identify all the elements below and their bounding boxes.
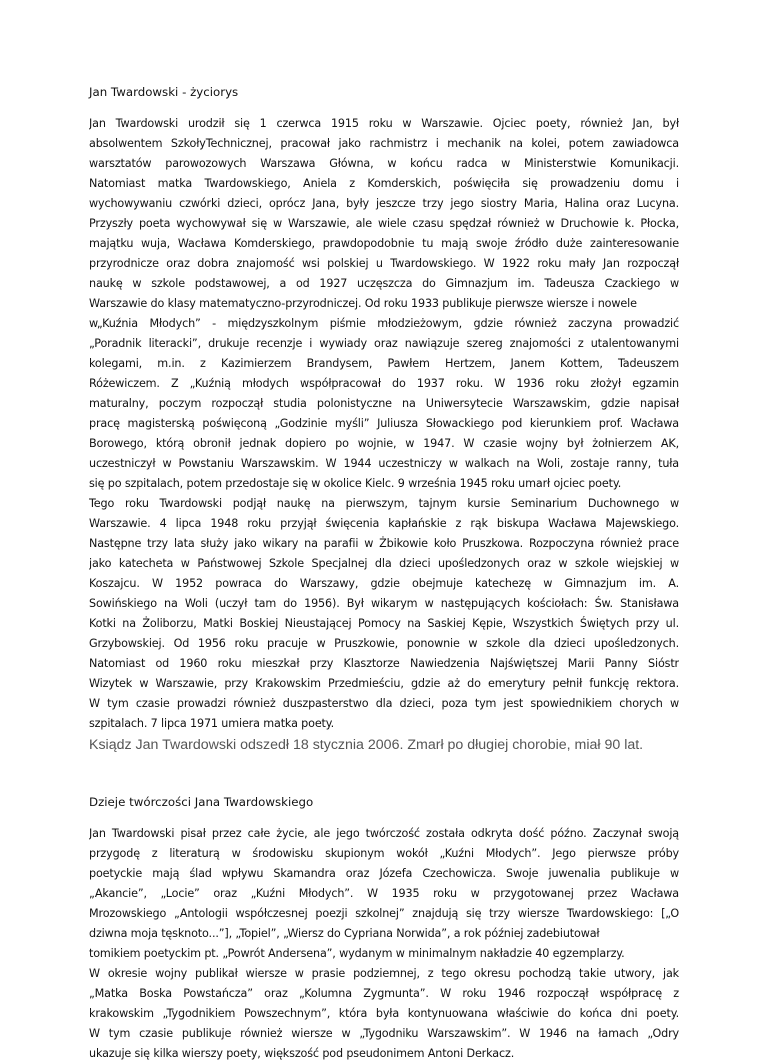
text-line: „Poradnik literacki”, drukuje recenzje i wywiady oraz nawiązuje szereg znajomości z utalentowanymi xyxy=(89,337,679,350)
text-line: Grzybowskiej. Od 1956 roku pracuje w Pruszkowie, ponownie w szkole dla dzieci upośledzonych. xyxy=(89,637,679,650)
text-line: warsztatów parowozowych Warszawa Główna, w końcu radca w Ministerstwie Komunikacji. xyxy=(89,157,679,170)
text-line: tomikiem poetyckim pt. „Powrót Andersena”, wydanym w minimalnym nakładzie 40 egzemplarzy. xyxy=(89,947,625,960)
text-line: Tego roku Twardowski podjął naukę na pierwszym, tajnym kursie Seminarium Duchownego w xyxy=(89,497,679,510)
text-line: szpitalach. 7 lipca 1971 umiera matka poety. xyxy=(89,717,335,730)
text-line: Różewiczem. Z „Kuźnią młodych współpracował do 1937 roku. W 1936 roku złożył egzamin xyxy=(89,377,679,390)
text-line: Wizytek w Warszawie, przy Krakowskim Przedmieściu, gdzie aż do emerytury pełnił funkcję rektora. xyxy=(89,677,679,690)
text-line: pracę magisterską poświęconą „Godzinie myśli” Juliusza Słowackiego pod kierunkiem prof. Wacława xyxy=(89,417,679,430)
text-line: kolegami, m.in. z Kazimierzem Brandysem, Pawłem Hertzem, Janem Kottem, Tadeuszem xyxy=(89,357,679,370)
text-line: naukę w szkole podstawowej, a od 1927 uczęszcza do Gimnazjum im. Tadeusza Czackiego w xyxy=(89,277,679,290)
text-line: w„Kuźnia Młodych” - międzyszkolnym piśmie młodzieżowym, gdzie również zaczyna prowadzić xyxy=(89,317,679,330)
text-line: Warszawie do klasy matematyczno-przyrodniczej. Od roku 1933 publikuje pierwsze wiersze i nowele xyxy=(89,297,637,310)
text-line: absolwentem SzkołyTechnicznej, pracował jako rachmistrz i mechanik na kolei, potem zawiadowca xyxy=(89,137,679,150)
text-line: Następne trzy lata służy jako wikary na parafii w Żbikowie koło Pruszkowa. Rozpoczyna również prace xyxy=(89,537,679,550)
text-line: Natomiast od 1960 roku mieszkał przy Klasztorze Nawiedzenia Najświętszej Marii Panny Sióstr xyxy=(89,657,679,670)
text-line: W tym czasie prowadzi również duszpasterstwo dla dzieci, poza tym jest spowiednikiem chorych w xyxy=(89,697,679,710)
biography-paragraph xyxy=(89,114,679,734)
text-line: „Akancie”, „Locie” oraz „Kuźni Młodych”. W 1935 roku w przygotowanej przez Wacława xyxy=(89,887,679,900)
text-line: Jan Twardowski urodził się 1 czerwca 1915 roku w Warszawie. Ojciec poety, również Jan, był xyxy=(89,117,679,130)
text-line: dziwna moja tęsknoto...”], „Topiel”, „Wiersz do Cypriana Norwida”, a rok później zadebiutował xyxy=(89,927,600,940)
text-line: przygodę z literaturą w środowisku skupionym wokół „Kuźni Młodych”. Jego pierwsze próby xyxy=(89,847,679,860)
works-paragraph xyxy=(89,824,679,1064)
text-line: Borowego, którą obronił jednak dopiero po wojnie, w 1947. W czasie wojny był żołnierzem AK, xyxy=(89,437,679,450)
text-line: Kotki na Żoliborzu, Matki Boskiej Nieustającej Pomocy na Saskiej Kępie, Wszystkich Świętych przy ul. xyxy=(89,617,679,630)
text-line: Warszawie. 4 lipca 1948 roku przyjął święcenia kapłańskie z rąk biskupa Wacława Majewskiego. xyxy=(89,517,679,530)
text-line: przyrodnicze oraz dobra znajomość wsi polskiej u Twardowskiego. W 1922 roku mały Jan rozpoczął xyxy=(89,257,679,270)
text-line: Mrozowskiego „Antologii współczesnej poezji szkolnej” znajdują się trzy wiersze Twardowskiego: [„O xyxy=(89,907,679,920)
text-line: W tym czasie publikuje również wiersze w „Tygodniku Warszawskim”. W 1946 na łamach „Odry xyxy=(89,1027,679,1040)
text-line: Przyszły poeta wychowywał się w Warszawie, ale wiele czasu spędzał również w Druchowie k. Płocka, xyxy=(89,217,679,230)
text-line: Jan Twardowski pisał przez całe życie, ale jego twórczość została odkryta dość późno. Zaczynał swoją xyxy=(89,827,679,840)
text-line: ukazuje się kilka wierszy poety, większość pod pseudonimem Antoni Derkacz. xyxy=(89,1047,515,1060)
text-line: maturalny, poczym rozpoczął studia polonistyczne na Uniwersytecie Warszawskim, gdzie napisał xyxy=(89,397,679,410)
text-line: krakowskim „Tygodnikiem Powszechnym”, która była kontynuowana właściwie do końca dni poety. xyxy=(89,1007,679,1020)
text-line: W okresie wojny publikał wiersze w prasie podziemnej, z tego okresu pochodzą takie utwory, jak xyxy=(89,967,679,980)
document-title: Jan Twardowski - życiorys xyxy=(89,85,239,99)
text-line: uczestniczył w Powstaniu Warszawskim. W 1944 uczestniczy w walkach na Woli, zostaje ranny, tuła xyxy=(89,457,679,470)
text-line: się po szpitalach, potem przedostaje się w okolice Kielc. 9 września 1945 roku umarł ojciec poety. xyxy=(89,477,622,490)
text-line: Natomiast matka Twardowskiego, Aniela z Komderskich, poświęciła się prowadzeniu domu i xyxy=(89,177,679,190)
text-line: wychowywaniu czwórki dzieci, oprócz Jana, były jeszcze trzy jego siostry Maria, Halina oraz Lucyna. xyxy=(89,197,679,210)
text-line: „Matka Boska Powstańcza” oraz „Kolumna Zygmunta”. W roku 1946 rozpoczął współpracę z xyxy=(89,987,679,1000)
text-line: Sowińskiego na Woli (uczył tam do 1956). Był wikarym w następujących kościołach: Św. Stanisława xyxy=(89,597,679,610)
text-line: Koszajcu. W 1952 powraca do Warszawy, gdzie obejmuje katechezę w Gimnazjum im. A. xyxy=(89,577,679,590)
text-line: majątku wuja, Wacława Komderskiego, prawdopodobnie tu mają swoje źródło duże zainteresowanie xyxy=(89,237,679,250)
text-line: jako katecheta w Państwowej Szkole Specjalnej dla dzieci upośledzonych oraz w szkole wiejskiej w xyxy=(89,557,679,570)
death-note: Ksiądz Jan Twardowski odszedł 18 stycznia 2006. Zmarł po długiej chorobie, miał 90 lat. xyxy=(89,737,644,753)
section-title-works: Dzieje twórczości Jana Twardowskiego xyxy=(89,795,314,809)
document-page xyxy=(89,82,679,1064)
text-line: poetyckie mają ślad wpływu Skamandra oraz Józefa Czechowicza. Swoje juwenalia publikuje w xyxy=(89,867,679,880)
